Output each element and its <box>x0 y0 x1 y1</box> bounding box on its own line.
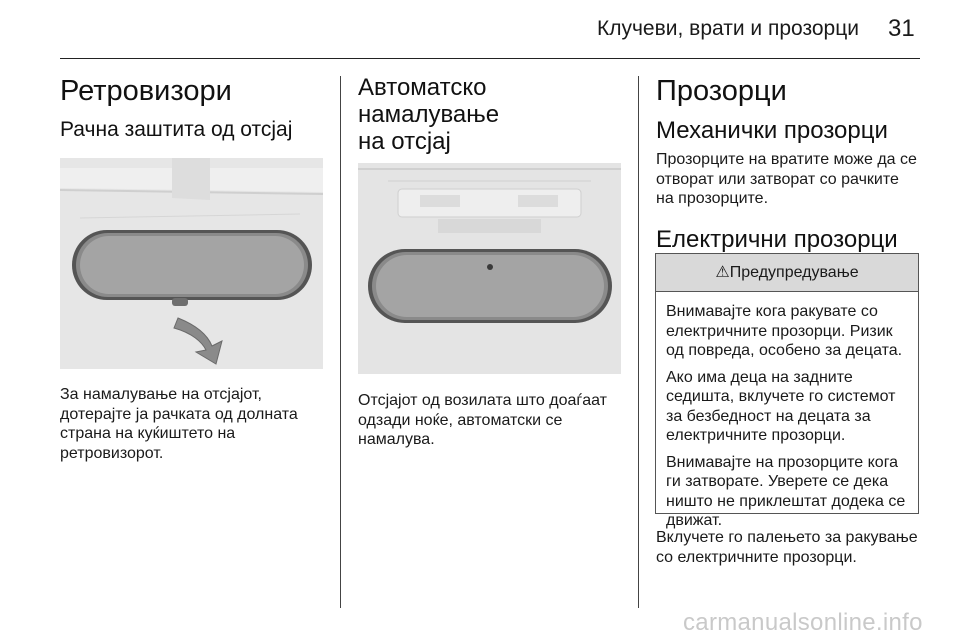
section-heading-rearview-mirrors: Ретровизори <box>60 75 232 107</box>
column-divider-2 <box>638 76 639 608</box>
warning-body <box>656 292 918 541</box>
page-header-title: Клучеви, врати и прозорци <box>597 17 859 40</box>
figure-manual-mirror <box>60 158 323 369</box>
figure-auto-mirror <box>358 163 621 374</box>
warning-title: Предупредување <box>729 264 859 281</box>
column-auto-antidazzle <box>358 74 624 450</box>
warning-box <box>655 253 919 529</box>
column-divider-1 <box>340 76 341 608</box>
column-windows <box>656 74 920 254</box>
page-number: 31 <box>888 15 915 42</box>
subheading-power-windows: Електрични прозорци <box>656 225 898 253</box>
warning-paragraph: Внимавајте кога ракувате со електричните прозорци. Ризик од повреда, особено за децата. <box>666 303 903 359</box>
manual-mirror-illustration <box>60 158 323 369</box>
header-rule <box>60 58 920 59</box>
auto-mirror-illustration <box>358 163 621 374</box>
warning-triangle-icon: ⚠ <box>715 264 730 281</box>
subheading-manual-windows: Механички прозорци <box>656 117 888 144</box>
power-windows-text: Вклучете го палењето за ракување со електричните прозорци. <box>656 529 918 566</box>
section-heading-windows: Прозорци <box>656 75 787 107</box>
warning-header <box>656 254 918 292</box>
heading-auto-antidazzle-line1: Автоматско намалување <box>358 74 500 128</box>
subheading-manual-antidazzle: Рачна заштита од отсјај <box>60 118 293 141</box>
manual-antidazzle-text: За намалување на отсјајот, дотерајте ја рачката од долната страна на куќиштето на ретровизорот. <box>60 386 298 462</box>
warning-paragraph: Внимавајте на прозорците кога ги затворате. Уверете се дека ништо не приклештат додека се движат. <box>666 453 906 529</box>
heading-auto-antidazzle-line2: на отсјај <box>358 128 451 155</box>
column-rearview-mirrors <box>60 74 324 463</box>
warning-paragraph: Ако има деца на задните седишта, вклучете го системот за безбедност на децата за електричните прозорци. <box>666 368 896 444</box>
manual-windows-text: Прозорците на вратите може да се отворат или затворат со рачките на прозорците. <box>656 151 917 207</box>
auto-antidazzle-text: Отсјајот од возилата што доаѓаат одзади ноќе, автоматски се намалува. <box>358 392 608 448</box>
watermark: carmanualsonline.info <box>683 609 923 636</box>
